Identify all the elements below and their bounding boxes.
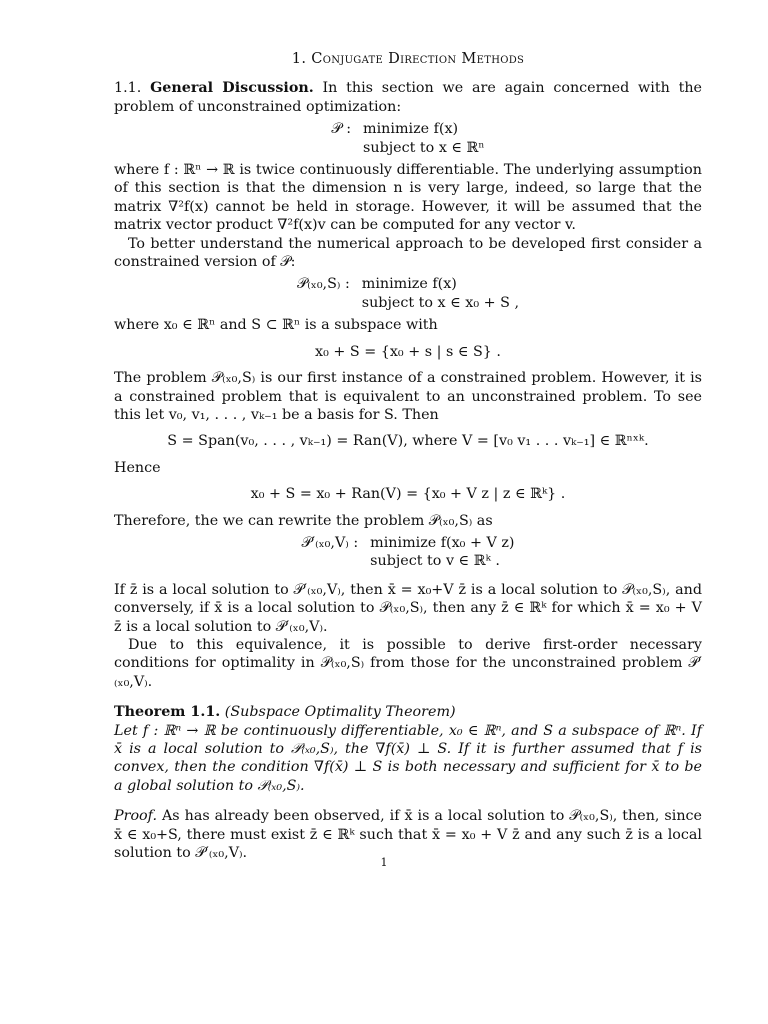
document-page [114,50,702,862]
problem-p-label: 𝒫 : [331,121,352,138]
paragraph-where: where x₀ ∈ ℝⁿ and S ⊂ ℝⁿ is a subspace with [114,317,438,334]
proof-label: Proof. [114,808,157,825]
equation-span: S = Span(v₀, . . . , vₖ₋₁) = Ran(V), where V = [v₀ v₁ . . . vₖ₋₁] ∈ ℝⁿˣᵏ. [167,433,649,450]
problem-pv-line1: minimize f(x₀ + V z) [370,534,515,551]
proof-block [114,807,702,862]
theorem-name: (Subspace Optimality Theorem) [224,704,456,721]
subsection-number: 1.1. [114,80,142,97]
problem-p-line1: minimize f(x) [363,121,459,138]
theorem-head: Theorem 1.1. [114,704,221,721]
paragraph-problem: The problem 𝒫₍ₓ₀,S₎ is our first instance of a constrained problem. However, it is a constrained problem that is equivalent to an unconstrained problem. To see this let v₀, v₁, . . . , vₖ₋₁ be a basis for S. Then [114,370,702,423]
theorem-block [114,703,702,795]
paragraph-assumption: where f : ℝⁿ → ℝ is twice continuously differentiable. The underlying assumption of this section is that the dimension n is very large, indeed, so large that the matrix ∇²f(x) cannot be held in storage. However, it will be assumed that the matrix vector product ∇²f(x)v can be computed for any vector v. [114,162,702,234]
proof-body: As has already been observed, if x̄ is a local solution to 𝒫₍ₓ₀,S₎, then, since x̄ ∈ x₀+S, there must exist z̄ ∈ ℝᵏ such that x̄ = x₀ + V z̄ and any such z̄ is a local solution to 𝒫′₍ₓ₀,V₎. [114,808,703,862]
equation-affine-set: x₀ + S = {x₀ + s | s ∈ S} . [315,343,501,360]
problem-ps [114,275,702,312]
problem-pv [114,534,702,571]
subsection-heading: General Discussion. [150,80,314,97]
problem-p-line2: subject to x ∈ ℝⁿ [363,139,485,156]
page-number: 1 [380,856,388,869]
problem-ps-label: 𝒫₍ₓ₀,S₎ : [296,276,350,293]
section-title: 1. Conjugate Direction Methods [291,50,525,67]
subsection-intro-text: In this section we are again concerned with the problem of unconstrained optimization: [114,80,702,115]
problem-ps-line1: minimize f(x) [361,276,457,293]
paragraph-therefore: Therefore, the we can rewrite the problem 𝒫₍ₓ₀,S₎ as [114,512,493,529]
theorem-body: Let f : ℝⁿ → ℝ be continuously differentiable, x₀ ∈ ℝⁿ, and S a subspace of ℝⁿ. If x̄ is a local solution to 𝒫₍ₓ₀,S₎, the ∇f(x̄) ⊥ S. If it is further assumed that f is convex, then the condition ∇f(x̄) ⊥ S is both necessary and sufficient for x̄ to be a global solution to 𝒫₍ₓ₀,S₎. [114,722,702,794]
subsection-intro [114,79,702,116]
problem-ps-line2: subject to x ∈ x₀ + S , [361,294,520,311]
problem-pv-label: 𝒫′₍ₓ₀,V₎ : [301,534,359,551]
paragraph-due: Due to this equivalence, it is possible to derive first-order necessary conditions for optimality in 𝒫₍ₓ₀,S₎ from those for the unconstrained problem 𝒫′₍ₓ₀,V₎. [114,636,702,690]
paragraph-if: If z̄ is a local solution to 𝒫′₍ₓ₀,V₎, then x̄ = x₀+V z̄ is a local solution to 𝒫₍ₓ₀,S₎, and conversely, if x̄ is a local solution to 𝒫₍ₓ₀,S₎, then any z̄ ∈ ℝᵏ for which x̄ = x₀ + V z̄ is a local solution to 𝒫′₍ₓ₀,V₎. [114,581,702,635]
paragraph-hence: Hence [114,459,161,476]
problem-pv-line2: subject to v ∈ ℝᵏ . [370,553,500,570]
equation-hence: x₀ + S = x₀ + Ran(V) = {x₀ + V z | z ∈ ℝᵏ} . [250,486,566,503]
paragraph-better-understand: To better understand the numerical approach to be developed first consider a constrained version of 𝒫: [114,235,702,271]
problem-p [114,120,702,157]
